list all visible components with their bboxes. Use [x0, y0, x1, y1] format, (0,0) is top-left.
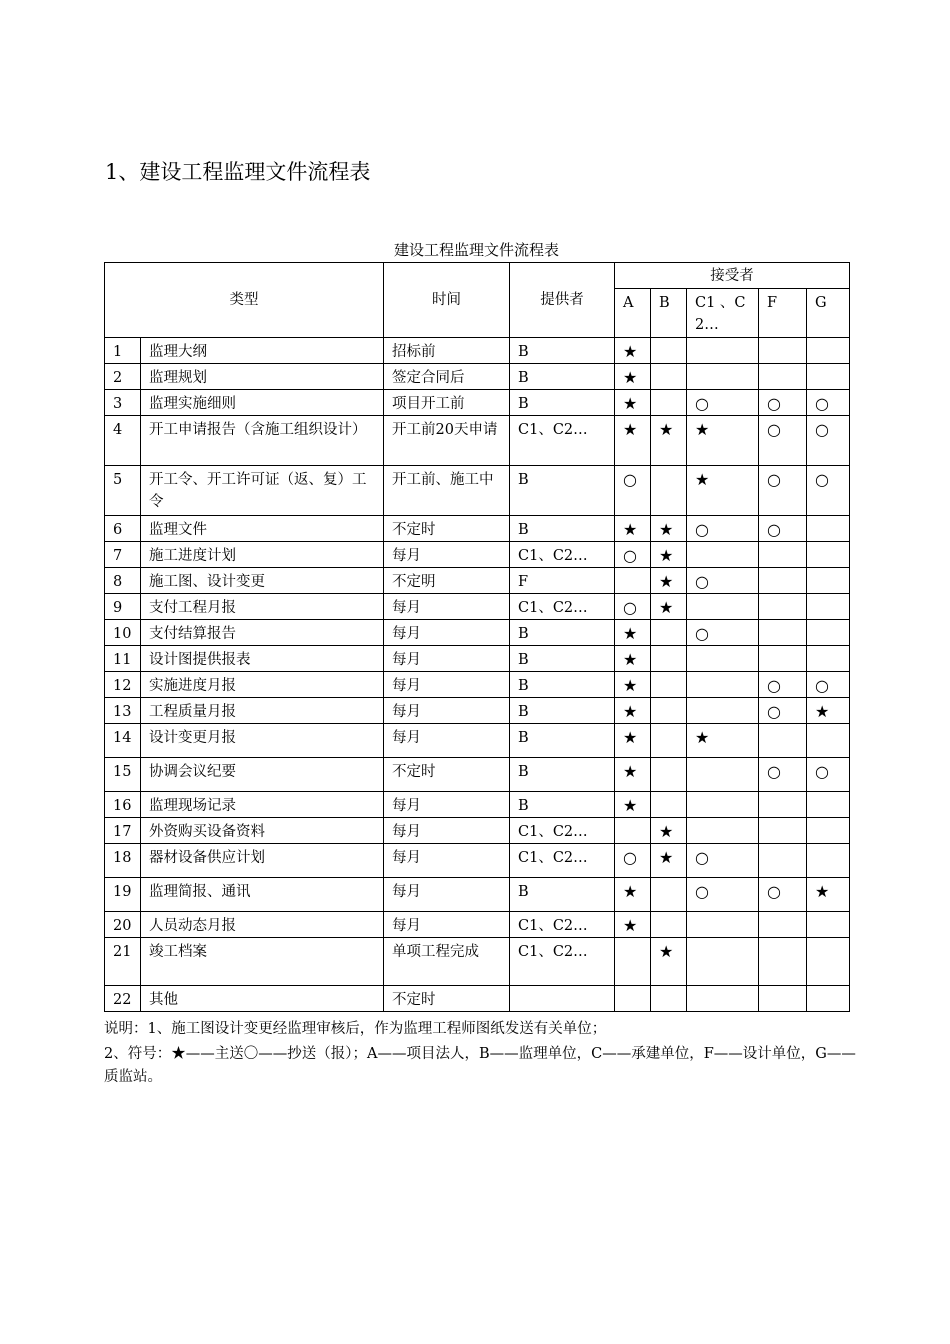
mark-g [807, 568, 850, 594]
row-number: 9 [105, 594, 141, 620]
mark-a: ★ [615, 912, 651, 938]
mark-b: ★ [651, 844, 687, 878]
mark-g [807, 646, 850, 672]
mark-g [807, 938, 850, 986]
header-col-g: G [807, 289, 850, 338]
row-type: 工程质量月报 [141, 698, 384, 724]
mark-c: ★ [687, 416, 759, 466]
mark-a: ★ [615, 364, 651, 390]
row-number: 6 [105, 516, 141, 542]
row-provider: B [510, 364, 615, 390]
mark-f: ○ [759, 466, 807, 516]
mark-c: ○ [687, 844, 759, 878]
table-row [105, 516, 850, 542]
header-time: 时间 [384, 263, 510, 338]
row-type: 开工申请报告（含施工组织设计） [141, 416, 384, 466]
mark-b [651, 364, 687, 390]
header-type: 类型 [105, 263, 384, 338]
mark-f [759, 912, 807, 938]
row-provider: C1、C2… [510, 594, 615, 620]
mark-a: ○ [615, 844, 651, 878]
row-time: 不定时 [384, 986, 510, 1012]
table-row [105, 390, 850, 416]
mark-f [759, 844, 807, 878]
row-provider: B [510, 792, 615, 818]
row-type: 人员动态月报 [141, 912, 384, 938]
mark-f [759, 542, 807, 568]
table-row [105, 338, 850, 364]
mark-b: ★ [651, 818, 687, 844]
table-row [105, 672, 850, 698]
header-provider: 提供者 [510, 263, 615, 338]
row-type: 监理现场记录 [141, 792, 384, 818]
row-number: 19 [105, 878, 141, 912]
mark-b: ★ [651, 938, 687, 986]
row-time: 开工前、施工中 [384, 466, 510, 516]
table-row [105, 844, 850, 878]
row-time: 开工前20天申请 [384, 416, 510, 466]
row-type: 施工图、设计变更 [141, 568, 384, 594]
row-type: 器材设备供应计划 [141, 844, 384, 878]
row-type: 协调会议纪要 [141, 758, 384, 792]
table-row [105, 912, 850, 938]
row-type: 实施进度月报 [141, 672, 384, 698]
mark-b [651, 390, 687, 416]
mark-g [807, 542, 850, 568]
mark-b [651, 986, 687, 1012]
mark-a [615, 568, 651, 594]
mark-b [651, 620, 687, 646]
mark-g: ○ [807, 672, 850, 698]
table-row [105, 646, 850, 672]
row-time: 每月 [384, 844, 510, 878]
mark-f: ○ [759, 672, 807, 698]
row-number: 22 [105, 986, 141, 1012]
table-caption: 建设工程监理文件流程表 [393, 241, 559, 259]
mark-f: ○ [759, 516, 807, 542]
mark-g [807, 844, 850, 878]
mark-f [759, 986, 807, 1012]
mark-a: ★ [615, 724, 651, 758]
mark-a: ★ [615, 338, 651, 364]
row-time: 每月 [384, 912, 510, 938]
row-type: 竣工档案 [141, 938, 384, 986]
mark-g: ○ [807, 390, 850, 416]
mark-a [615, 818, 651, 844]
mark-a: ○ [615, 594, 651, 620]
row-type: 支付结算报告 [141, 620, 384, 646]
row-provider: F [510, 568, 615, 594]
row-provider: C1、C2… [510, 416, 615, 466]
mark-g [807, 792, 850, 818]
row-type: 设计图提供报表 [141, 646, 384, 672]
row-time: 项目开工前 [384, 390, 510, 416]
row-provider: B [510, 758, 615, 792]
row-number: 1 [105, 338, 141, 364]
mark-a [615, 986, 651, 1012]
row-type: 监理规划 [141, 364, 384, 390]
mark-f [759, 646, 807, 672]
row-number: 7 [105, 542, 141, 568]
table-row [105, 986, 850, 1012]
mark-c: ★ [687, 466, 759, 516]
mark-c [687, 986, 759, 1012]
row-provider: B [510, 466, 615, 516]
mark-b [651, 672, 687, 698]
mark-g: ★ [807, 878, 850, 912]
mark-c [687, 364, 759, 390]
header-col-c: C1 、C 2… [687, 289, 759, 338]
mark-f [759, 724, 807, 758]
table-row [105, 364, 850, 390]
mark-g [807, 818, 850, 844]
row-provider: B [510, 878, 615, 912]
row-time: 每月 [384, 698, 510, 724]
mark-b [651, 878, 687, 912]
row-time: 单项工程完成 [384, 938, 510, 986]
row-provider: C1、C2… [510, 912, 615, 938]
row-time: 每月 [384, 818, 510, 844]
table-body [105, 338, 850, 1012]
mark-b [651, 758, 687, 792]
table-row [105, 878, 850, 912]
table-row [105, 698, 850, 724]
row-number: 8 [105, 568, 141, 594]
table-row [105, 818, 850, 844]
mark-b [651, 792, 687, 818]
mark-b: ★ [651, 542, 687, 568]
mark-f [759, 594, 807, 620]
row-number: 21 [105, 938, 141, 986]
row-time: 招标前 [384, 338, 510, 364]
row-number: 17 [105, 818, 141, 844]
mark-b: ★ [651, 594, 687, 620]
mark-f: ○ [759, 698, 807, 724]
table-row [105, 620, 850, 646]
mark-b [651, 698, 687, 724]
row-time: 每月 [384, 724, 510, 758]
document-heading: 1、建设工程监理文件流程表 [105, 160, 371, 184]
mark-c [687, 758, 759, 792]
row-type: 监理实施细则 [141, 390, 384, 416]
mark-f: ○ [759, 758, 807, 792]
row-provider: B [510, 516, 615, 542]
mark-a: ★ [615, 878, 651, 912]
mark-b [651, 466, 687, 516]
mark-a [615, 938, 651, 986]
row-provider: B [510, 672, 615, 698]
row-provider [510, 986, 615, 1012]
mark-c [687, 818, 759, 844]
mark-a: ★ [615, 646, 651, 672]
mark-g [807, 338, 850, 364]
mark-b [651, 338, 687, 364]
row-type: 监理文件 [141, 516, 384, 542]
row-number: 3 [105, 390, 141, 416]
row-number: 12 [105, 672, 141, 698]
row-time: 每月 [384, 792, 510, 818]
row-type: 其他 [141, 986, 384, 1012]
mark-a: ★ [615, 698, 651, 724]
mark-a: ○ [615, 542, 651, 568]
row-number: 18 [105, 844, 141, 878]
row-type: 支付工程月报 [141, 594, 384, 620]
row-number: 14 [105, 724, 141, 758]
mark-c: ○ [687, 516, 759, 542]
row-number: 15 [105, 758, 141, 792]
row-time: 签定合同后 [384, 364, 510, 390]
row-provider: C1、C2… [510, 818, 615, 844]
row-number: 4 [105, 416, 141, 466]
table-row [105, 724, 850, 758]
table-row [105, 758, 850, 792]
table-row [105, 938, 850, 986]
note-line-2: 2、符号：★——主送〇——抄送（报）；A——项目法人，B——监理单位，C——承建单位，F——设计单位，G——质监站。 [104, 1046, 856, 1085]
mark-c: ★ [687, 724, 759, 758]
mark-c [687, 338, 759, 364]
mark-b: ★ [651, 568, 687, 594]
table-row [105, 568, 850, 594]
mark-b: ★ [651, 516, 687, 542]
mark-f [759, 338, 807, 364]
row-time: 不定明 [384, 568, 510, 594]
header-col-a: A [615, 289, 651, 338]
flow-table [104, 262, 850, 1012]
table-row [105, 792, 850, 818]
row-number: 16 [105, 792, 141, 818]
row-type: 监理大纲 [141, 338, 384, 364]
mark-f [759, 620, 807, 646]
table-row [105, 542, 850, 568]
row-provider: C1、C2… [510, 938, 615, 986]
mark-c [687, 698, 759, 724]
mark-c [687, 542, 759, 568]
row-type: 外资购买设备资料 [141, 818, 384, 844]
row-provider: B [510, 390, 615, 416]
row-time: 每月 [384, 620, 510, 646]
row-provider: C1、C2… [510, 844, 615, 878]
row-provider: B [510, 724, 615, 758]
row-provider: B [510, 620, 615, 646]
table-row [105, 594, 850, 620]
row-provider: B [510, 698, 615, 724]
row-time: 不定时 [384, 758, 510, 792]
row-time: 每月 [384, 594, 510, 620]
header-col-b: B [651, 289, 687, 338]
row-provider: C1、C2… [510, 542, 615, 568]
mark-c [687, 938, 759, 986]
mark-f: ○ [759, 390, 807, 416]
row-time: 每月 [384, 542, 510, 568]
mark-c [687, 594, 759, 620]
row-number: 20 [105, 912, 141, 938]
mark-b: ★ [651, 416, 687, 466]
row-type: 施工进度计划 [141, 542, 384, 568]
row-number: 2 [105, 364, 141, 390]
row-type: 开工令、开工许可证（返、复）工令 [141, 466, 384, 516]
row-time: 每月 [384, 646, 510, 672]
mark-c: ○ [687, 568, 759, 594]
table-row [105, 466, 850, 516]
mark-f [759, 792, 807, 818]
mark-g [807, 594, 850, 620]
mark-c [687, 792, 759, 818]
mark-g: ○ [807, 758, 850, 792]
mark-c: ○ [687, 878, 759, 912]
row-time: 每月 [384, 878, 510, 912]
mark-g [807, 516, 850, 542]
row-provider: B [510, 338, 615, 364]
mark-g [807, 912, 850, 938]
mark-c [687, 912, 759, 938]
mark-c: ○ [687, 620, 759, 646]
mark-c [687, 672, 759, 698]
mark-a: ★ [615, 758, 651, 792]
mark-g [807, 364, 850, 390]
mark-b [651, 646, 687, 672]
mark-f: ○ [759, 416, 807, 466]
mark-c [687, 646, 759, 672]
mark-g [807, 724, 850, 758]
mark-a: ○ [615, 466, 651, 516]
row-provider: B [510, 646, 615, 672]
mark-f: ○ [759, 878, 807, 912]
mark-a: ★ [615, 672, 651, 698]
mark-b [651, 724, 687, 758]
header-col-f: F [759, 289, 807, 338]
mark-g [807, 986, 850, 1012]
mark-a: ★ [615, 416, 651, 466]
mark-a: ★ [615, 792, 651, 818]
mark-f [759, 938, 807, 986]
table-row [105, 416, 850, 466]
mark-g [807, 620, 850, 646]
row-type: 监理简报、通讯 [141, 878, 384, 912]
mark-f [759, 364, 807, 390]
row-time: 不定时 [384, 516, 510, 542]
mark-f [759, 818, 807, 844]
mark-c: ○ [687, 390, 759, 416]
note-line-1: 说明：1、施工图设计变更经监理审核后，作为监理工程师图纸发送有关单位； [104, 1021, 607, 1037]
row-number: 13 [105, 698, 141, 724]
row-type: 设计变更月报 [141, 724, 384, 758]
mark-a: ★ [615, 516, 651, 542]
mark-g: ○ [807, 416, 850, 466]
row-number: 11 [105, 646, 141, 672]
header-receivers: 接受者 [615, 263, 850, 289]
mark-g: ★ [807, 698, 850, 724]
mark-a: ★ [615, 620, 651, 646]
row-number: 5 [105, 466, 141, 516]
mark-b [651, 912, 687, 938]
mark-f [759, 568, 807, 594]
mark-a: ★ [615, 390, 651, 416]
row-number: 10 [105, 620, 141, 646]
mark-g: ○ [807, 466, 850, 516]
row-time: 每月 [384, 672, 510, 698]
